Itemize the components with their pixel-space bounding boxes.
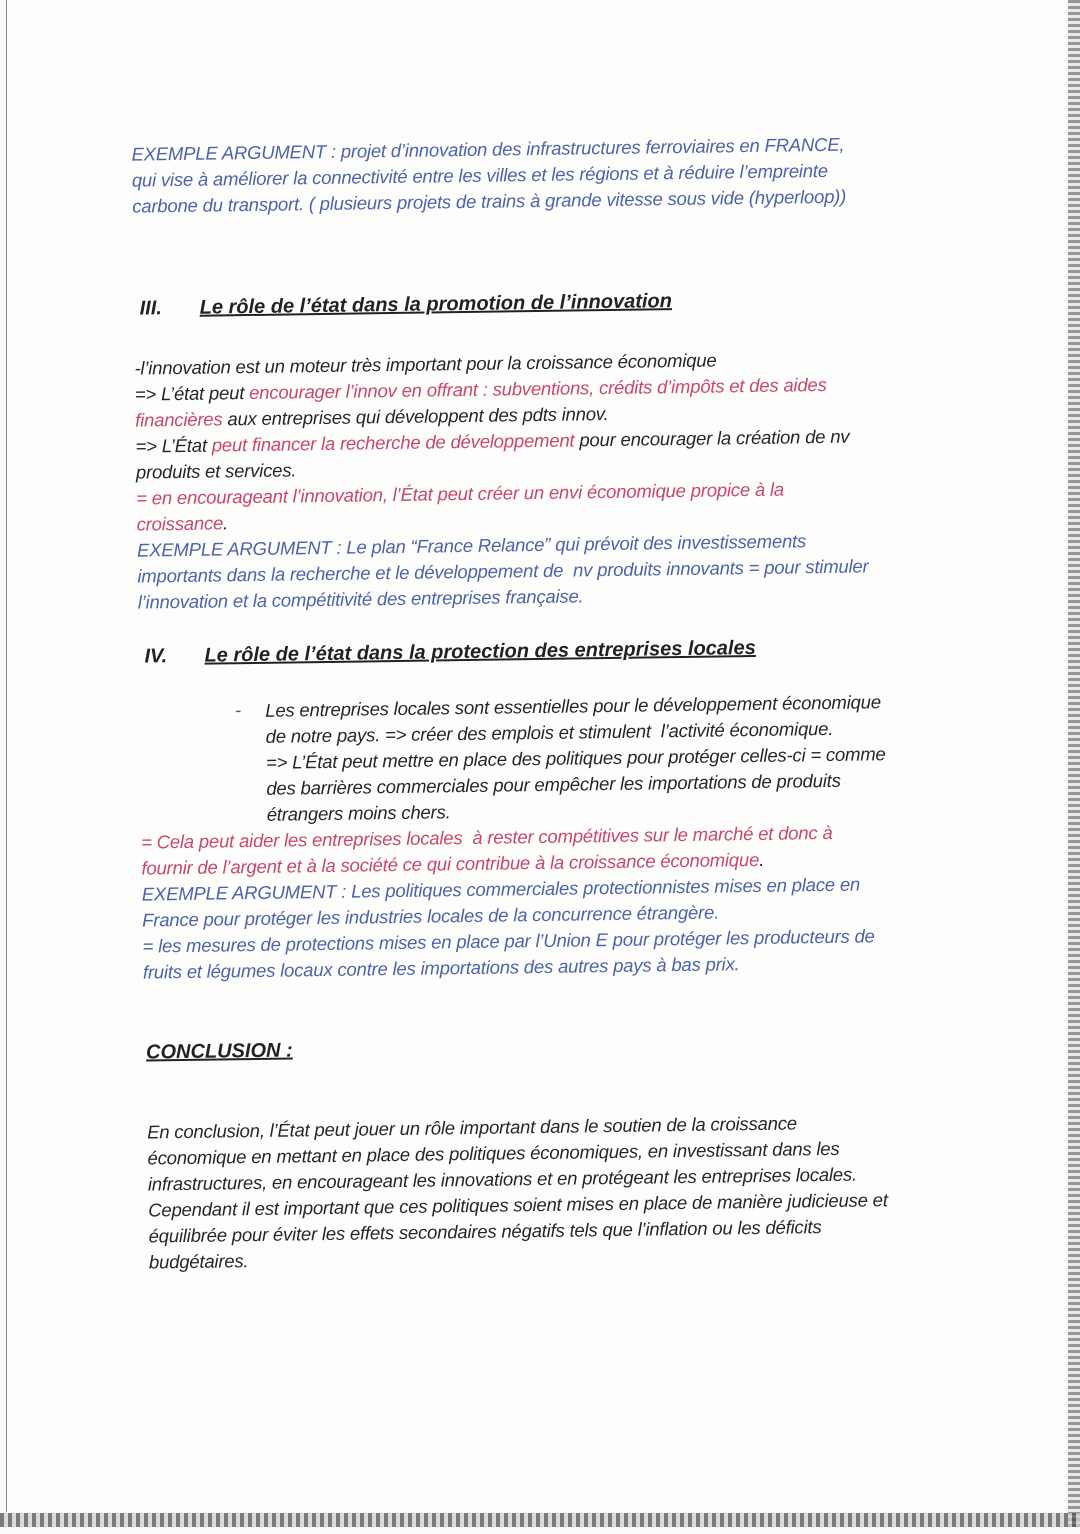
text-segment: => L’état peut	[134, 382, 250, 405]
text-segment: importants dans la recherche et le développement de nv produits innovants = pour stimuler	[137, 555, 869, 587]
text-segment: infrastructures, en encourageant les innovations et en protégeant les entreprises locales.	[147, 1163, 858, 1195]
text-segment: Les entreprises locales sont essentielles pour le développement économique	[265, 691, 881, 721]
text-segment: des barrières commerciales pour empêcher les importations de produits	[266, 769, 841, 799]
text-segment: fruits et légumes locaux contre les importations des autres pays à bas prix.	[142, 953, 740, 983]
bullet-marker: -	[235, 700, 242, 721]
text-segment: aux entreprises qui développent des pdts innov.	[222, 403, 609, 430]
text-segment: -l’innovation est un moteur très important pour la croissance économique	[134, 349, 717, 379]
section-3-number: III.	[139, 297, 163, 320]
section-4-body	[141, 819, 875, 985]
section-4-number: IV.	[144, 645, 168, 668]
text-segment: produits et services.	[135, 459, 297, 483]
text-segment: étrangers moins chers.	[266, 801, 451, 825]
text-segment: l’innovation et la compétitivité des entreprises française.	[137, 585, 584, 613]
text-segment: En conclusion, l’État peut jouer un rôle important dans le soutien de la croissance	[147, 1112, 798, 1143]
text-segment: => L’État peut mettre en place des politiques pour protéger celles-ci = comme	[265, 743, 886, 773]
text-segment: EXEMPLE ARGUMENT : Le plan “France Relance” qui prévoit des investissements	[136, 530, 807, 561]
section-3-title: Le rôle de l’état dans la promotion de l’innovation	[199, 290, 673, 319]
text-segment: croissance	[136, 512, 224, 535]
text-segment: => L’État	[135, 434, 212, 457]
text-segment: budgétaires.	[148, 1250, 249, 1273]
text-segment: .	[758, 848, 765, 870]
section-3-body	[134, 345, 869, 615]
text-segment: EXEMPLE ARGUMENT : Les politiques commerciales protectionnistes mises en place en	[141, 873, 861, 905]
text-segment: = les mesures de protections mises en place par l’Union E pour protéger les producteurs de	[142, 925, 875, 957]
section-4-heading	[144, 637, 756, 669]
text-segment: peut financer la recherche de développement	[211, 429, 575, 456]
text-segment: .	[222, 512, 229, 534]
text-segment: France pour protéger les industries locales de la concurrence étrangère.	[142, 901, 720, 931]
text-segment: de notre pays. => créer des emplois et stimulent l’activité économique.	[265, 717, 834, 747]
text-segment: encourager l’innov en offrant : subventions, crédits d’impôts et des aides	[248, 373, 827, 404]
section-3-heading	[140, 290, 673, 320]
text-segment: qui vise à améliorer la connectivité entre les villes et les régions et à réduire l’empreinte	[131, 159, 829, 191]
conclusion-body	[147, 1109, 889, 1275]
text-segment: Cependant il est important que ces politiques soient mises en place de manière judicieuse et	[148, 1189, 888, 1221]
text-segment: économique en mettant en place des politiques économiques, en investissant dans les	[147, 1137, 840, 1169]
text-segment: EXEMPLE ARGUMENT : projet d’innovation des infrastructures ferroviaires en FRANCE,	[131, 133, 845, 165]
text-segment: = en encourageant l’innovation, l’État peut créer un envi économique propice à la	[136, 478, 785, 509]
text-segment: équilibrée pour éviter les effets secondaires négatifs tels que l’inflation ou les déficits	[148, 1216, 822, 1247]
example-infrastructure	[131, 132, 846, 220]
text-segment: pour encourager la création de nv	[574, 425, 850, 451]
text-segment: carbone du transport. ( plusieurs projets de trains à grande vitesse sous vide (hyperloop))	[132, 185, 847, 217]
text-segment: = Cela peut aider les entreprises locales à rester compétitives sur le marché et donc à	[140, 821, 833, 853]
conclusion-heading: CONCLUSION :	[145, 1039, 293, 1064]
section-4-title: Le rôle de l’état dans la protection des entreprises locales	[204, 636, 756, 667]
text-segment: fournir de l’argent et à la société ce qui contribue à la croissance économique	[141, 848, 760, 879]
section-4-bullet	[265, 689, 886, 828]
text-segment: financières	[135, 408, 223, 431]
